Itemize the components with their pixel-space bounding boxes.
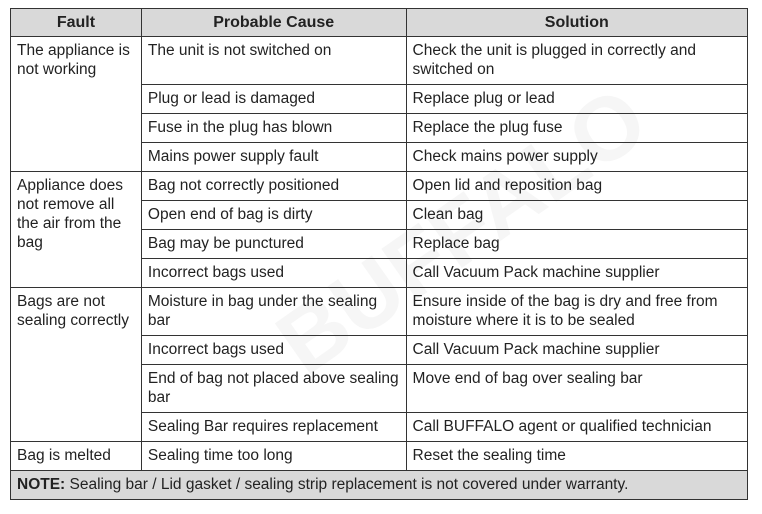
solution-cell: Move end of bag over sealing bar	[406, 365, 747, 413]
table-row	[11, 172, 748, 201]
header-row	[11, 9, 748, 37]
probable-cause-cell: Incorrect bags used	[141, 336, 406, 365]
probable-cause-cell: Plug or lead is damaged	[141, 85, 406, 114]
note-row	[11, 471, 748, 500]
header-solution: Solution	[406, 9, 747, 37]
table-row	[11, 442, 748, 471]
probable-cause-cell: Bag may be punctured	[141, 230, 406, 259]
header-fault: Fault	[11, 9, 142, 37]
solution-cell: Check mains power supply	[406, 143, 747, 172]
solution-cell: Call Vacuum Pack machine supplier	[406, 259, 747, 288]
probable-cause-cell: Bag not correctly positioned	[141, 172, 406, 201]
fault-cell: Appliance does not remove all the air from the bag	[11, 172, 142, 288]
header-probable-cause: Probable Cause	[141, 9, 406, 37]
troubleshooting-table	[10, 8, 748, 500]
probable-cause-cell: End of bag not placed above sealing bar	[141, 365, 406, 413]
table-body	[11, 37, 748, 471]
solution-cell: Replace plug or lead	[406, 85, 747, 114]
probable-cause-cell: Sealing time too long	[141, 442, 406, 471]
fault-cell: The appliance is not working	[11, 37, 142, 172]
table-row	[11, 37, 748, 85]
solution-cell: Replace the plug fuse	[406, 114, 747, 143]
solution-cell: Call Vacuum Pack machine supplier	[406, 336, 747, 365]
probable-cause-cell: The unit is not switched on	[141, 37, 406, 85]
solution-cell: Check the unit is plugged in correctly and switched on	[406, 37, 747, 85]
note-cell	[11, 471, 748, 500]
fault-cell: Bag is melted	[11, 442, 142, 471]
solution-cell: Clean bag	[406, 201, 747, 230]
fault-cell: Bags are not sealing correctly	[11, 288, 142, 442]
note-label: NOTE:	[17, 476, 66, 493]
probable-cause-cell: Open end of bag is dirty	[141, 201, 406, 230]
solution-cell: Reset the sealing time	[406, 442, 747, 471]
probable-cause-cell: Incorrect bags used	[141, 259, 406, 288]
probable-cause-cell: Mains power supply fault	[141, 143, 406, 172]
table-row	[11, 288, 748, 336]
solution-cell: Ensure inside of the bag is dry and free from moisture where it is to be sealed	[406, 288, 747, 336]
note-text: Sealing bar / Lid gasket / sealing strip replacement is not covered under warranty.	[65, 476, 629, 493]
solution-cell: Replace bag	[406, 230, 747, 259]
solution-cell: Open lid and reposition bag	[406, 172, 747, 201]
probable-cause-cell: Fuse in the plug has blown	[141, 114, 406, 143]
probable-cause-cell: Sealing Bar requires replacement	[141, 413, 406, 442]
probable-cause-cell: Moisture in bag under the sealing bar	[141, 288, 406, 336]
solution-cell: Call BUFFALO agent or qualified technician	[406, 413, 747, 442]
